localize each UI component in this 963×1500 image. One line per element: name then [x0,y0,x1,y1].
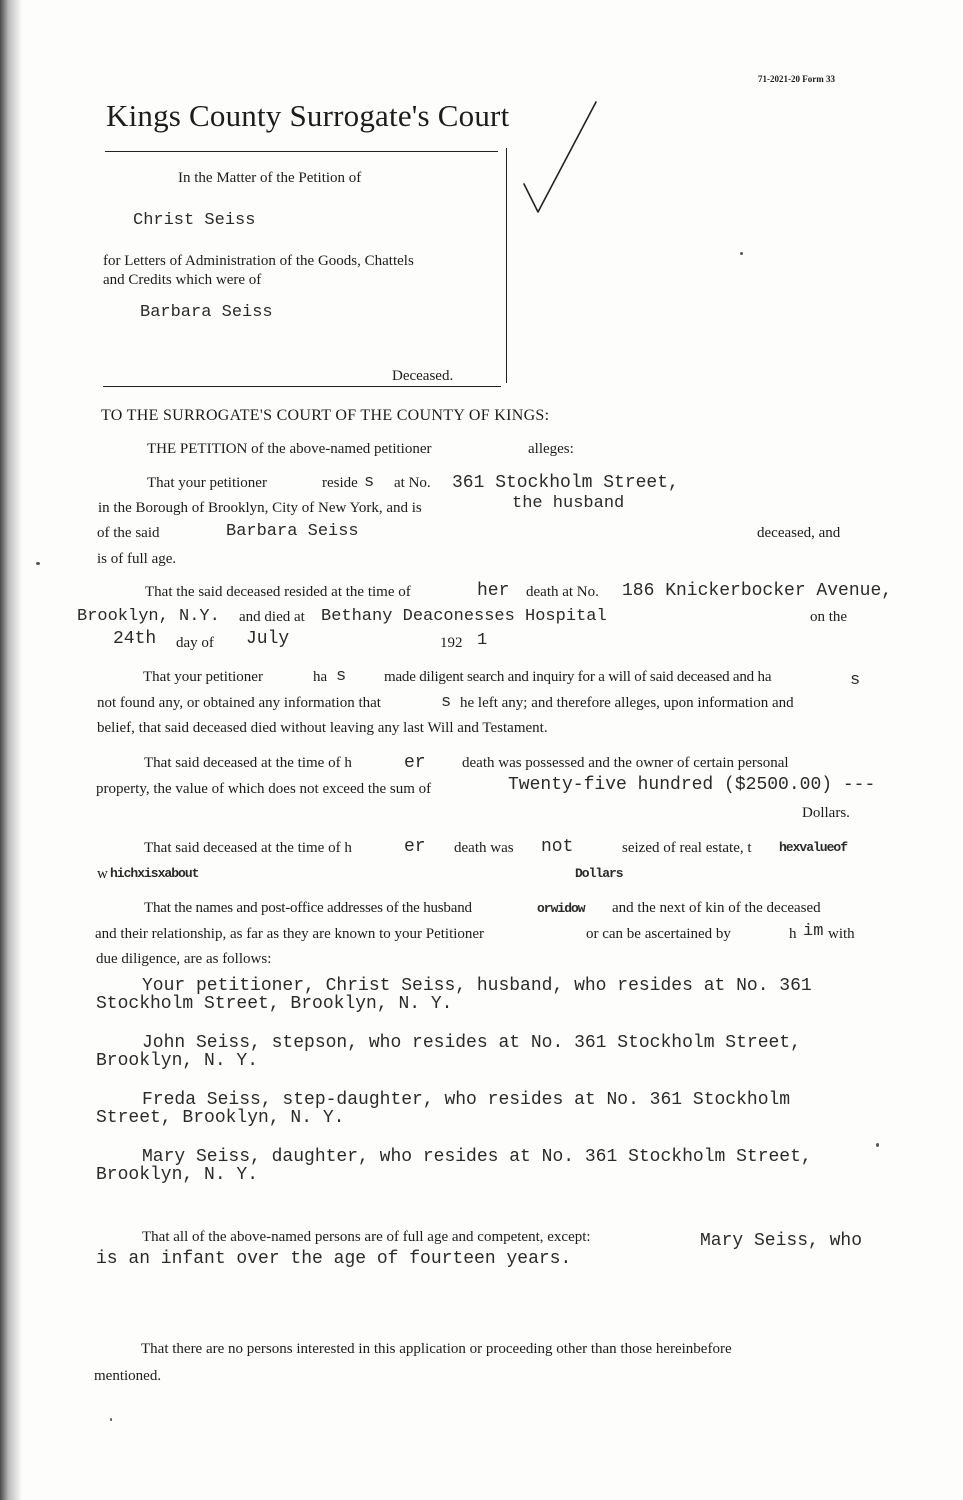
will-line-2a: not found any, or obtained any information that [97,695,381,711]
kin-line-2b: or can be ascertained by [586,926,731,942]
borough-line: in the Borough of Brooklyn, City of New York, and is [98,500,422,516]
alleges-label: alleges: [528,441,574,457]
scan-speck [876,1143,879,1147]
matter-line: In the Matter of the Petition of [178,170,362,186]
property-line-1b: death was possessed and the owner of certain personal [462,755,789,771]
kin-line-1b: and the next of kin of the deceased [612,900,821,916]
deceased-label: Deceased. [392,368,454,384]
court-address-line: TO THE SURROGATE'S COURT OF THE COUNTY OF KINGS: [101,407,550,424]
residence-reside-suffix: s [364,473,375,492]
petitioner-address: 361 Stockholm Street, [452,473,679,493]
struck-value: hexvalueof [779,840,848,855]
kin-with: with [828,926,855,942]
struck-which: hichxisxabout [110,866,199,881]
struck-widow: orwidow [537,901,585,916]
person-1-line-1: Your petitioner, Christ Seiss, husband, who resides at No. 361 [142,976,812,996]
realestate-prefix: That said deceased at the time of h [144,840,352,856]
residence-prefix: That your petitioner [147,475,267,491]
deceased-and: deceased, and [757,525,841,541]
property-pronoun: er [404,753,426,773]
day-of: day of [176,635,214,651]
petition-intro: THE PETITION of the above-named petitioner [147,441,432,457]
death-address: 186 Knickerbocker Avenue, [622,581,893,601]
person-2-line-2: Brooklyn, N. Y. [96,1051,259,1071]
person-3-line-1: Freda Seiss, step-daughter, who resides at No. 361 Stockholm [142,1090,791,1110]
scan-speck [740,252,743,255]
death-was: death was [454,840,514,856]
residence-reside: reside [322,475,358,491]
on-the: on the [810,609,848,625]
competency-typed-1: Mary Seiss, who [700,1231,863,1251]
interested-line-1: That there are no persons interested in this application or proceeding other than those hereinbefore [141,1341,732,1357]
death-city: Brooklyn, N.Y. [77,607,220,626]
death-pronoun: her [477,581,510,601]
death-at-no: death at No. [526,584,599,600]
scan-edge-shadow [0,0,22,1500]
property-prefix: That said deceased at the time of h [144,755,352,771]
interested-line-2: mentioned. [94,1368,162,1384]
letters-line-1: for Letters of Administration of the Goods, Chattels [103,253,414,269]
of-the-said: of the said [97,525,160,541]
kin-line-2a: and their relationship, as far as they are known to your Petitioner [95,926,485,942]
residence-at-no: at No. [394,475,431,491]
dollars-label: Dollars. [802,805,850,821]
letters-line-2: and Credits which were of [103,272,262,288]
kin-im: im [803,922,824,941]
kin-line-1a: That the names and post-office addresses of the husband [144,900,472,916]
person-1-line-2: Stockholm Street, Brooklyn, N. Y. [96,994,453,1014]
will-line-2b: he left any; and therefore alleges, upon information and [460,695,794,711]
struck-dollars: Dollars [575,866,623,881]
form-number: 71-2021-20 Form 33 [758,74,835,84]
person-4-line-1: Mary Seiss, daughter, who resides at No. 361 Stockholm Street, [142,1147,812,1167]
person-4-line-2: Brooklyn, N. Y. [96,1165,259,1185]
petitioner-relation: the husband [512,494,625,513]
caption-bottom-rule [103,386,501,387]
will-ha-1: ha [313,669,328,685]
will-s-2: s [850,671,861,690]
caption-top-rule [105,151,498,152]
year-digit: 1 [477,631,488,650]
realestate-not: not [541,837,574,857]
property-line-2: property, the value of which does not exceed the sum of [96,781,432,797]
died-at: and died at [239,609,305,625]
will-s-1: s [336,667,347,686]
death-prefix: That the said deceased resided at the time of [145,584,411,600]
will-text-1: made diligent search and inquiry for a will of said deceased and ha [384,669,772,685]
check-mark-icon [518,100,600,218]
realestate-pronoun: er [404,837,426,857]
death-day: 24th [113,629,157,649]
petitioner-name: Christ Seiss [133,211,256,230]
person-3-line-2: Street, Brooklyn, N. Y. [96,1108,345,1128]
death-place: Bethany Deaconesses Hospital [321,607,607,626]
year-prefix: 192 [440,635,463,651]
seized-text: seized of real estate, t [622,840,752,856]
competency-prefix: That all of the above-named persons are of full age and competent, except: [142,1229,591,1245]
death-month: July [246,629,290,649]
decedent-name: Barbara Seiss [140,303,273,322]
realestate-w: w [97,866,108,882]
will-line-3: belief, that said deceased died without leaving any last Will and Testament. [97,720,548,736]
scan-speck [36,562,40,565]
caption-bracket [500,148,507,383]
competency-typed-2: is an infant over the age of fourteen years. [96,1249,572,1269]
property-amount: Twenty-five hundred ($2500.00) --- [508,775,876,795]
will-s-3: s [441,693,452,712]
scan-speck [110,1418,112,1421]
court-title: Kings County Surrogate's Court [106,98,510,133]
person-2-line-1: John Seiss, stepson, who resides at No. 361 Stockholm Street, [142,1033,801,1053]
kin-line-3: due diligence, are as follows: [96,951,272,967]
residence-decedent: Barbara Seiss [226,522,359,541]
full-age: is of full age. [97,551,177,567]
will-prefix: That your petitioner [143,669,263,685]
kin-h: h [789,926,797,942]
